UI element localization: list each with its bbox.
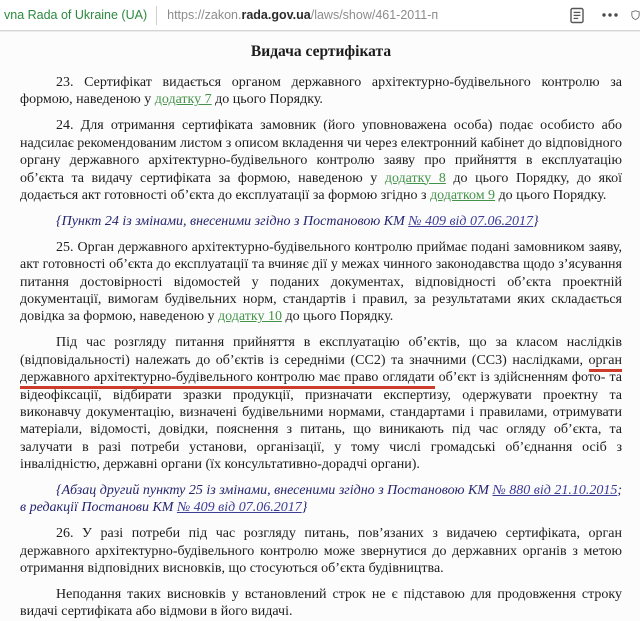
- text-run: ; в редакції Постанови КМ: [20, 483, 623, 516]
- text-run: {Абзац другий пункту 25 із змінами, внесеними згідно з Постановою КМ: [56, 483, 493, 499]
- text-run: {Пункт 24 із змінами, внесеними згідно з Постановою КМ: [56, 213, 409, 229]
- paragraph: [20, 74, 622, 109]
- address-bar-divider: [156, 6, 157, 25]
- url-scheme: https://zakon.: [167, 8, 242, 22]
- paragraph: [20, 117, 622, 204]
- text-run: Неподання таких висновків у встановлений строк не є підставою для продовження строку видачі сертифіката або відмови в його видачі.: [20, 587, 622, 620]
- url-domain: rada.gov.ua: [241, 8, 311, 22]
- text-run: 24. Для отримання сертифіката замовник (його уповноважена особа) подає особисто або надсилає рекомендованим листом з описом вкладення чи через електронний кабінет до відповідного органу державного архітектурно-будівельного контролю заяву про прийняття в експлуатацію об’єкта та видачу сертифіката за формою, наведеною у: [20, 118, 622, 186]
- address-bar-actions: [570, 6, 640, 24]
- annex-link[interactable]: додатку 10: [218, 309, 282, 325]
- url-path: /laws/show/461-2011-п: [310, 8, 439, 22]
- text-run: 25. Орган державного архітектурно-будівельного контролю приймає подані замовником заяву, акт готовності об’єкта до експлуатації та вчиняє дії у межах чинного законодавства щодо з’ясування питання достовірності відомостей у поданих документах, відповідності об’єкта проектній документації, вимогам будівельних норм, стандартів і правил, за результатами яких складається довідка за формою, наведеною у: [20, 239, 622, 325]
- annex-link[interactable]: додатку 7: [154, 92, 212, 108]
- document-body: [20, 74, 622, 621]
- amendment-link[interactable]: № 880 від 21.10.2015: [492, 483, 618, 499]
- text-run: Під час розгляду питання прийняття в експлуатацію об’єктів, що за класом наслідків (відповідальності) належать до об’єктів із середніми (СС2) та значними (СС3) наслідками,: [20, 335, 622, 368]
- url-text[interactable]: [167, 8, 438, 22]
- red-underlined-text: орган державного архітектурно-будівельного контролю має право оглядати: [20, 353, 622, 389]
- amendment-note: [20, 482, 622, 517]
- text-run: 26. У разі потреби під час розгляду питань, пов’язаних з видачею сертифіката, орган державного архітектурно-будівельного контролю може звернутися до державних органів з метою отримання відповідних висновків, що стосуються об’єкта будівництва.: [20, 526, 622, 577]
- annex-link[interactable]: додатку 8: [384, 170, 446, 186]
- paragraph: [20, 586, 622, 621]
- paragraph: [20, 525, 622, 577]
- text-run: }: [301, 500, 308, 516]
- amendment-link[interactable]: № 409 від 07.06.2017: [408, 213, 534, 229]
- amendment-link[interactable]: № 409 від 07.06.2017: [176, 500, 302, 516]
- document-page: [0, 31, 640, 621]
- paragraph: [20, 239, 622, 326]
- amendment-note: [20, 213, 622, 230]
- site-identity-label[interactable]: vna Rada of Ukraine (UA): [4, 8, 148, 22]
- text-run: до цього Порядку.: [281, 309, 394, 325]
- paragraph: [20, 334, 622, 473]
- ellipsis-icon[interactable]: [601, 12, 619, 18]
- browser-address-bar: [0, 0, 640, 31]
- reader-mode-icon[interactable]: [570, 7, 584, 24]
- text-run: до цього Порядку, до якої додається акт готовності об’єкта до експлуатації за формою згідно з: [20, 170, 623, 203]
- text-run: до цього Порядку.: [211, 92, 323, 108]
- annex-link[interactable]: додатком 9: [430, 187, 496, 203]
- text-run: 23. Сертифікат видається органом державного архітектурно-будівельного контролю за формою, наведеною у: [20, 75, 622, 108]
- text-run: до цього Порядку.: [495, 187, 607, 203]
- shield-icon[interactable]: [631, 6, 640, 24]
- document-title: Видача сертифіката: [250, 43, 392, 60]
- text-run: об’єкт із здійсненням фото- та відеофіксації, відбирати зразки продукції, призначати експертизу, одержувати проектну та виконавчу документацію, визначені будівельними нормами, стандартами і правилами, отримувати матеріали, відомості, довідки, пояснення з питань, що виникають під час огляду об’єкта, та залучати в разі потреби установи, організації, у тому числі громадські об’єднання осіб з інвалідністю, державні органи (їх консультативно-дорадчі органи).: [20, 370, 623, 473]
- text-run: }: [533, 213, 539, 229]
